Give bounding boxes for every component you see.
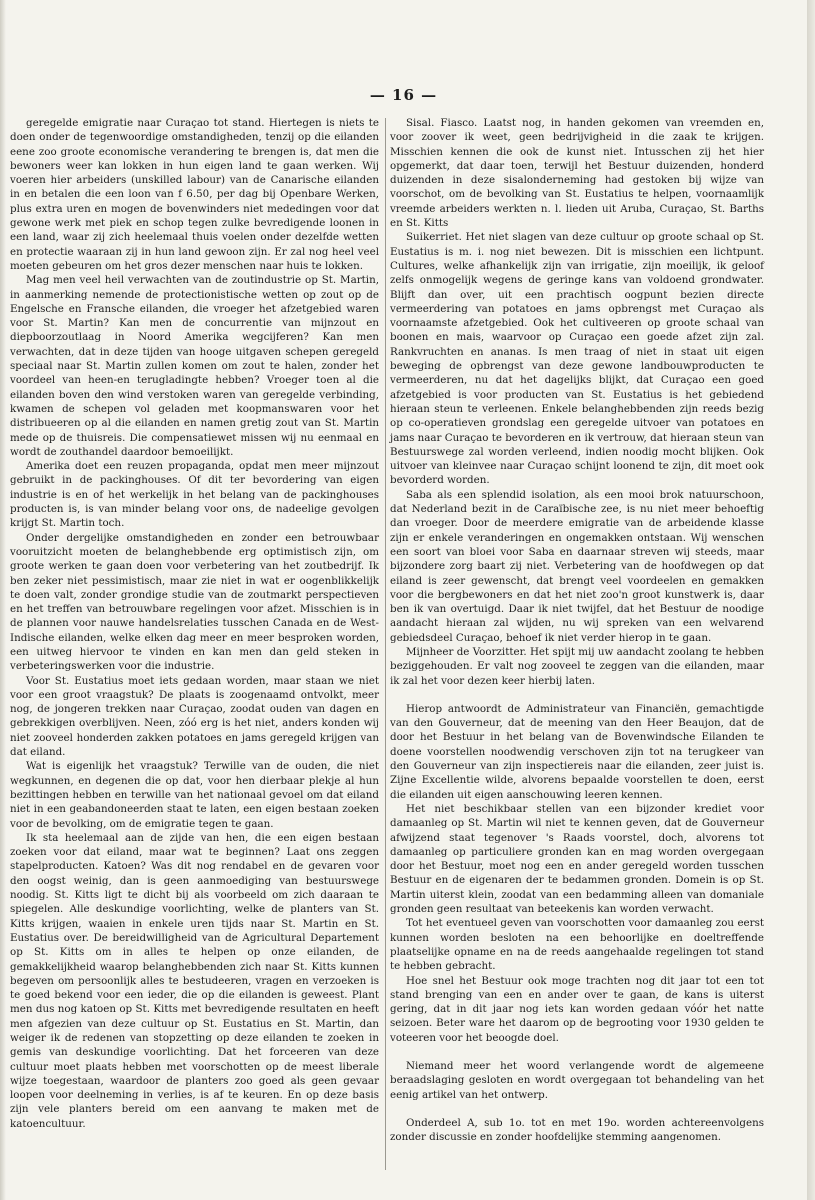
paragraph: Mag men veel heil verwachten van de zoutindustrie op St. Martin, in aanmerking nemende de protectionistische wetten op zout op de Engelsche en Fransche eilanden, die vroeger het afzetgebied waren voor St. Martin? Kan men de concurrentie van mijnzout en diepboorzoutlaag in Noord Amerika wegcijferen? Kan men verwachten, dat in deze tijden van hooge uitgaven schepen geregeld speciaal naar St. Martin zullen komen om zout te halen, zonder het voordeel van heen-en terugladingte hebben? Vroeger toen al die eilanden boven den wind verstoken waren van geregelde verbinding, kwamen de schepen vol geladen met koopmanswaren voor het distribueeren op al die eilanden en namen gretig zout van St. Martin mede op de thuisreis. Die compensatiewet missen wij nu eenmaal en wordt de zouthandel daardoor bemoeilijkt. [10,274,379,458]
paragraph: Suikerriet. Het niet slagen van deze cultuur op groote schaal op St. Eustatius is m. i. nog niet bewezen. Dit is misschien een lichtpunt. Cultures, welke afhankelijk zijn van irrigatie, zijn moeilijk, ik geloof zelfs onmogelijk wegens de geringe kans van voldoend grondwater. Blijft dan over, uit een prachtisch oogpunt bezien directe vermeerdering van potatoes en jams opbrengst met Curaçao als voornaamste afzetgebied. Ook het cultiveeren op groote schaal van boonen en mais, waarvoor op Curaçao een goede afzet zijn zal. Rankvruchten en ananas. Is men traag of niet in staat uit eigen beweging de opbrengst van deze gewone landbouwproducten te vermeerderen, nu dat het dagelijks blijkt, dat Curaçao een goed afzetgebied is voor producten van St. Eustatius is het gebiedend hieraan steun te verleenen. Enkele belanghebbenden zijn reeds bezig op co-operatieven grondslag een geregelde uitvoer van potatoes en jams naar Curaçao te bevorderen en ik vertrouw, dat hieraan steun van Bestuurswege zal worden verleend, indien noodig mocht blijken. Ook uitvoer van kleinvee naar Curaçao schijnt loonend te zijn, dit moet ook bevorderd worden. [390,231,765,487]
paragraph: Onder dergelijke omstandigheden en zonder een betrouwbaar vooruitzicht moeten de belanghebbende erg optimistisch zijn, om groote werken te gaan doen voor verbetering van het zoutbedrijf. Ik ben zeker niet pessimistisch, maar zie niet in wat er oogenblikkelijk te doen valt, zonder grondige studie van de zoutmarkt perspectieven en het treffen van betrouwbare regelingen voor afzet. Misschien is in de plannen voor nauwe handelsrelaties tusschen Canada en de West-Indische eilanden, welke elken dag meer en meer besproken worden, een uitweg hiervoor te vinden en kan men dan geld steken in verbeteringswerken voor die industrie. [10,531,379,673]
paragraph: Het niet beschikbaar stellen van een bijzonder krediet voor damaanleg op St. Martin wil niet te kennen geven, dat de Gouverneur afwijzend staat tegenover 's Raads voorstel, doch, alvorens tot damaanleg op particuliere gronden kan en mag worden overgegaan door het Bestuur, moet nog een en ander geregeld worden tusschen Bestuur en de eigenaren der te bedammen gronden. Domein is op St. Martin uiterst klein, zoodat van een bedamming alleen van domaniale gronden geen resultaat van beteekenis kan worden verwacht. [390,802,764,916]
paragraph: Ik sta heelemaal aan de zijde van hen, die een eigen bestaan zoeken voor dat eiland, maar wat te beginnen? Laat ons zeggen stapelproducten. Katoen? Was dit nog rendabel en de gevaren voor den oogst weinig, dan is geen aanmoediging van bestuurswege noodig. St. Kitts ligt te dicht bij als voorbeeld om zich daaraan te spiegelen. Alle deskundige voorlichting, welke de planters van St. Kitts krijgen, waaien in enkele uren tijds naar St. Martin en St. Eustatius over. De bereidwilligheid van de Agricultural Departement op St. Kitts om in alles te helpen op onze eilanden, de gemakkelijkheid waarop belanghebbenden zich naar St. Kitts kunnen begeven om persoonlijk alles te bestudeeren, vragen en verzoeken is te goed bekend voor een ieder, die op die eilanden is geweest. Plant men dus nog katoen op St. Kitts met bevredigende resultaten en heeft men afgezien van deze cultuur op St. Eustatius en St. Martin, dan weiger ik de redenen van stopzetting op deze eilanden te zoeken in gemis van deskundige voorlichting. Dat het forceeren van deze cultuur moet plaats hebben met voorschotten op de meest liberale wijze toegestaan, waardoor de planters zoo goed als geen gevaar loopen voor deelneming in verlies, is af te keuren. En op deze basis zijn vele planters bereid om een aanvang te maken met de katoencultuur. [10,831,379,1130]
paragraph: Mijnheer de Voorzitter. Het spijt mij uw aandacht zoolang te hebben beziggehouden. Er valt nog zooveel te zeggen van die eilanden, maar ik zal het voor dezen keer hierbij laten. [390,645,764,687]
paragraph: Tot het eventueel geven van voorschotten voor damaanleg zou eerst kunnen worden besloten na een behoorlijke en doeltreffende plaatselijke opname en na de reeds aangehaalde regelingen tot stand te hebben gebracht. [390,917,764,973]
paragraph: Amerika doet een reuzen propaganda, opdat men meer mijnzout gebruikt in de packinghouses. Of dit ter bevordering van eigen industrie is en of het werkelijk in het belang van de packinghouses producten is, is van minder belang voor ons, de nadeelige gevolgen krijgt St. Martin toch. [10,460,379,530]
paragraph: Sisal. Fiasco. Laatst nog, in handen gekomen van vreemden en, voor zoover ik weet, geen bedrijvigheid in die zaak te krijgen. Misschien kennen die ook de kunst niet. Intusschen zij het hier opgemerkt, dat daar toen, terwijl het Bestuur duizenden, honderd duizenden in deze sisalonderneming had gestoken bij wijze van voorschot, om de bevolking van St. Eustatius te helpen, voornaamlijk vreemde arbeiders werkten n. l. lieden uit Aruba, Curaçao, St. Barths en St. Kitts [390,117,764,230]
paragraph: Saba als een splendid isolation, als een mooi brok natuurschoon, dat Nederland bezit in de Caraïbische zee, is nu niet meer behoeftig dan vroeger. Door de meerdere emigratie van de arbeidende klasse zijn er enkele veranderingen en ongemakken ontstaan. Wij wenschen een soort van bloei voor Saba en daarnaar streven wij steeds, maar bijzondere zorg baart zij niet. Verbetering van de hoofdwegen op dat eiland is zeer gewenscht, dat brengt veel voordeelen en gemakken voor die bergbewoners en dat het niet zoo'n groot kunstwerk is, daar ben ik van overtuigd. Daar ik niet twijfel, dat het Bestuur de noodige aandacht hieraan zal wijden, nu wij spreken van een welvarend gebiedsdeel Curaçao, behoef ik niet verder hierop in te gaan. [390,488,764,644]
page-edge [807,0,815,1200]
page-binding-shadow [0,0,6,1200]
right-column [390,116,764,1144]
left-column [10,116,379,1131]
paragraph: Niemand meer het woord verlangende wordt de algemeene beraadslaging gesloten en wordt overgegaan tot behandeling van het eenig artikel van het ontwerp. [390,1060,764,1101]
paragraph: Wat is eigenlijk het vraagstuk? Terwille van de ouden, die niet wegkunnen, en degenen die op dat, voor hen dierbaar plekje al hun bezittingen hebben en terwille van het nationaal gevoel om dat eiland niet in een geabandoneerden staat te laten, een eigen bestaan zoeken voor de bevolking, om de emigratie tegen te gaan. [10,760,379,830]
paragraph: Voor St. Eustatius moet iets gedaan worden, maar staan we niet voor een groot vraagstuk? De plaats is zoogenaamd ontvolkt, meer nog, de jongeren trekken naar Curaçao, zoodat ouden van dagen en gebrekkigen overblijven. Neen, zóó erg is het niet, anders konden wij niet zooveel honderden zakken potatoes en jams geregeld krijgen van dat eiland. [10,674,379,759]
paragraph: geregelde emigratie naar Curaçao tot stand. Hiertegen is niets te doen onder de tegenwoordige omstandigheden, tenzij op die eilanden eene zoo groote economische verandering te brengen is, dat men die bewoners weer kan lokken in hun eigen land te gaan werken. Wij voeren hier arbeiders (unskilled labour) van de Canarische eilanden in en betalen die een loon van f 6.50, per dag bij Openbare Werken, plus extra uren en mogen de bovenwinders niet mededingen voor dat gewone werk met piek en schop tegen zulke bevredigende loonen in een land, waar zij zich heelemaal thuis voelen onder dezelfde wetten en protectie waaraan zij in hun land gewoon zijn. Er zal nog heel veel moeten gebeuren om het gros dezer menschen naar huis te lokken. [10,117,379,272]
paragraph: Hoe snel het Bestuur ook moge trachten nog dit jaar tot een tot stand brenging van een en ander over te gaan, de kans is uiterst gering, dat in dit jaar nog iets kan worden gedaan vóór het natte seizoen. Beter ware het daarom op de begrooting voor 1930 gelden te voteeren voor het beoogde doel. [390,974,764,1044]
page-number: — 16 — [369,86,438,104]
paragraph: Hierop antwoordt de Administrateur van Financiën, gemachtigde van den Gouverneur, dat de meening van den Heer Beaujon, dat de door het Bestuur in het belang van de Bovenwindsche Eilanden te doene voorstellen noodwendig verschoven zijn tot na terugkeer van den Gouverneur van zijn inspectiereis naar die eilanden, zeer juist is. Zijne Excellentie wilde, alvorens bepaalde voorstellen te doen, eerst die eilanden uit eigen aanschouwing leeren kennen. [390,702,764,801]
paragraph: Onderdeel A, sub 1o. tot en met 19o. worden achtereenvolgens zonder discussie en zonder hoofdelijke stemming aangenomen. [390,1116,764,1144]
column-divider [385,118,386,1170]
